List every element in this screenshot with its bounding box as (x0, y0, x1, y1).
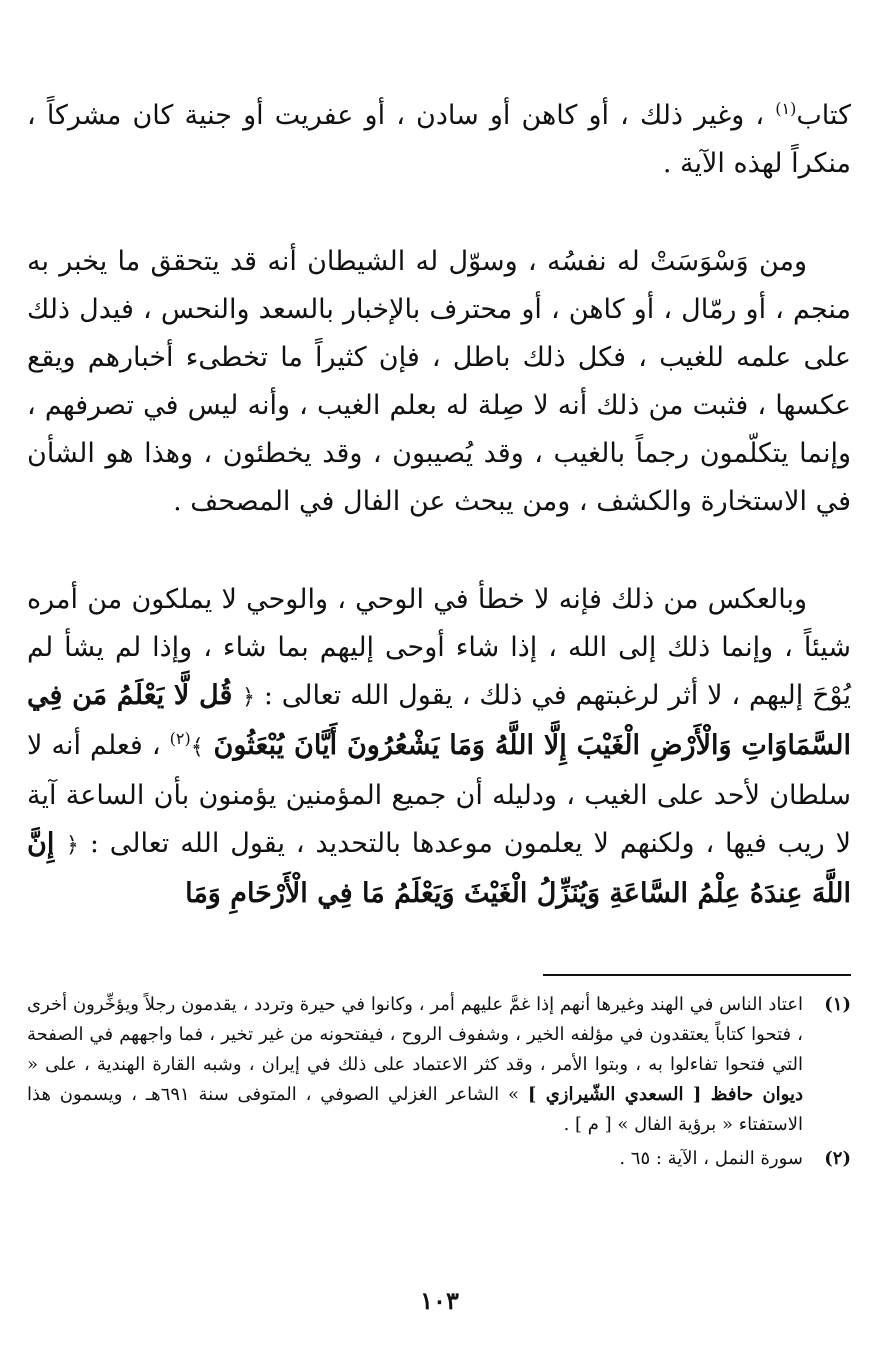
paragraph-1 (27, 92, 851, 188)
footnote-number: (١) (824, 994, 851, 1015)
paragraph-1-text: كتاب (796, 100, 851, 131)
paragraph-2: ومن وَسْوَسَتْ له نفسُه ، وسوّل له الشيطان أنه قد يتحقق ما يخبر به منجم ، أو رمّال ، أو كاهن ، أو محترف بالإخبار بالسعد والنحس ، فيدل ذلك على علمه للغيب ، فكل ذلك باطل ، فإن كثيراً ما تخطىء أخبارهم ويقع عكسها ، فثبت من ذلك أنه لا صِلة له بعلم الغيب ، وأنه ليس في تصرفهم ، وإنما يتكلّمون رجماً بالغيب ، وقد يُصيبون ، وقد يخطئون ، وهذا هو الشأن في الاستخارة والكشف ، ومن يبحث عن الفال في المصحف . (27, 246, 851, 517)
paragraph-3-text-rest: ، فعلم أنه لا سلطان لأحد على الغيب ، ودليله أن جميع المؤمنين يؤمنون بأن الساعة آية لا ريب فيها ، ولكنهم لا يعلمون موعدها بالتحديد ، يقول الله تعالى : (27, 730, 852, 859)
footnote-text: سورة النمل ، الآية : ٦٥ . (619, 1148, 803, 1169)
footnote-1-text-rest: » الشاعر الغزلي الصوفي ، المتوفى سنة ٦٩١هـ ، ويسمون هذا الاستفتاء « برؤية الفال » [ م ] . (27, 1084, 803, 1135)
paragraph-1-text-rest: ، وغير ذلك ، أو كاهن أو سادن ، أو عفريت أو جنية كان مشركاً ، منكراً لهذه الآية . (27, 100, 851, 179)
footnote-number: (٢) (824, 1148, 851, 1169)
ornate-bracket-open: ﴿ (242, 685, 255, 710)
footnote-reference-1: (١) (775, 99, 797, 118)
paragraph-3 (27, 576, 851, 918)
quran-verse-1: قُل لَّا يَعْلَمُ مَن فِي السَّمَاوَاتِ وَالْأَرْضِ الْغَيْبَ إِلَّا اللَّهُ وَمَا يَشْعُرُونَ أَيَّانَ يُبْعَثُونَ (27, 680, 851, 761)
footnote-reference-2: (٢) (169, 729, 191, 748)
footnotes (27, 990, 851, 1178)
page-number: ١٠٣ (420, 1286, 459, 1315)
quran-verse-2: إِنَّ اللَّهَ عِندَهُ عِلْمُ السَّاعَةِ وَيُنَزِّلُ الْغَيْثَ وَيَعْلَمُ مَا فِي الْأَرْحَامِ وَمَا (27, 828, 851, 909)
paragraph-3-text: وبالعكس من ذلك فإنه لا خطأ في الوحي ، والوحي لا يملكون من أمره شيئاً ، وإنما ذلك إلى الله ، إذا شاء أوحى إليهم بما شاء ، وإذا لم يشأ لم يُوْحَ إليهم ، لا أثر لرغبتهم في ذلك ، يقول الله تعالى : (27, 584, 851, 711)
footnote-separator (543, 974, 851, 976)
main-text (27, 92, 851, 918)
footnote-1 (27, 990, 851, 1140)
footnote-1-text: اعتاد الناس في الهند وغيرها أنهم إذا غمَّ عليهم أمر ، وكانوا في حيرة وتردد ، يقدمون رجلاً ويؤخِّرون أخرى ، فتحوا كتاباً يعتقدون في مؤلفه الخير ، وشفوف الروح ، فيفتحونه من غير تخير ، فما واجههم في الصفحة التي فتحوا تفاءلوا به ، وبتوا الأمر ، وقد كثر الاعتماد على ذلك في إيران ، وشبه القارة الهندية ، على « (27, 994, 804, 1075)
footnote-2 (27, 1144, 851, 1174)
footnote-1-book-title: ديوان حافظ [ السعدي الشّيرازي ] (527, 1084, 803, 1105)
footnote-text (27, 990, 803, 1140)
ornate-bracket-close: ﴾ (190, 735, 204, 760)
ornate-bracket-open-2: ﴿ (66, 833, 79, 858)
